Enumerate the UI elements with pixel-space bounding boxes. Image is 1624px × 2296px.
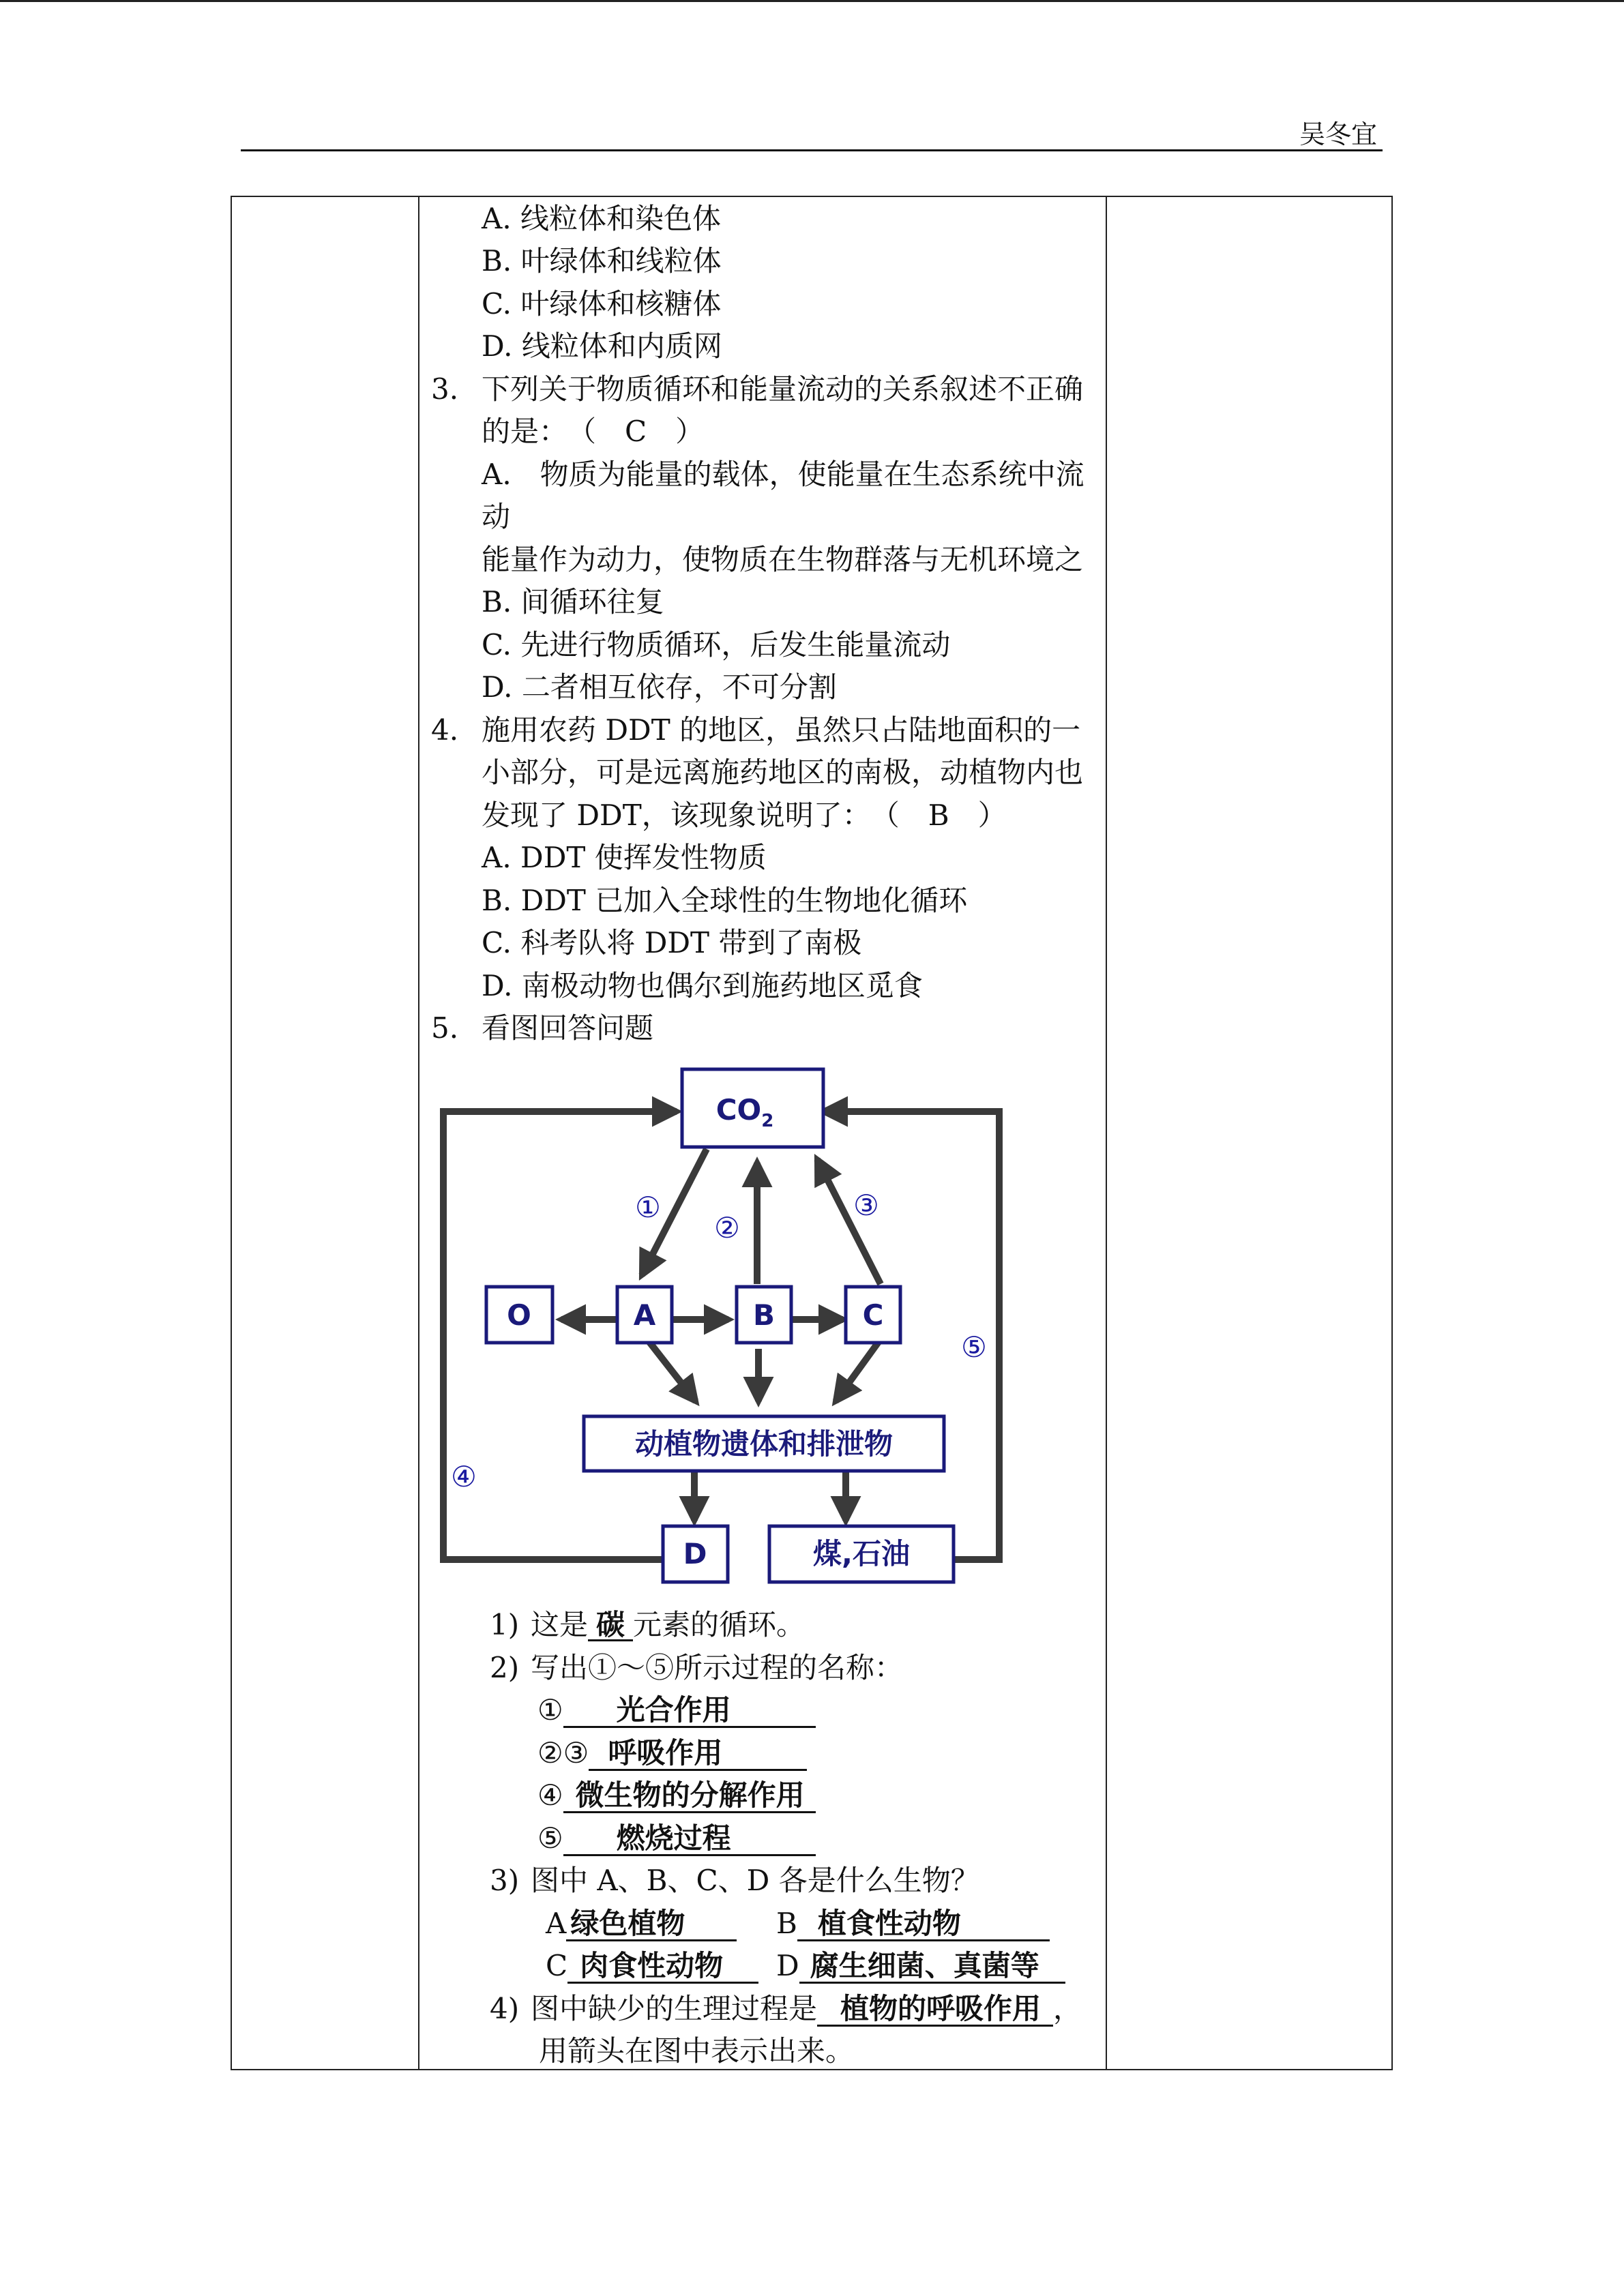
q2-option-a: A. 线粒体和染色体: [482, 202, 722, 235]
q2-option-c: C. 叶绿体和核糖体: [482, 287, 722, 320]
arrow-a-to-remains: [649, 1342, 696, 1401]
sub4-line2: 用箭头在图中表示出来。: [539, 2034, 855, 2068]
q3-stem-line1: 下列关于物质循环和能量流动的关系叙述不正确: [482, 372, 1084, 406]
sub3-label-a: A: [546, 1907, 567, 1940]
sub2-row-1-answer: 光合作用: [563, 1696, 816, 1728]
q3-option-a-line1: A. 物质为能量的载体，使能量在生态系统中流: [482, 458, 1084, 491]
q3-option-c: C. 先进行物质循环，后发生能量流动: [482, 628, 951, 661]
process-2-marker: ②: [714, 1211, 740, 1244]
node-coal-label: 煤,石油: [813, 1537, 910, 1570]
page-top-border: [0, 0, 1624, 2]
sub4-number: 4): [490, 1992, 520, 2025]
process-4-marker: ④: [451, 1460, 477, 1493]
q4-option-a: A. DDT 使挥发性物质: [482, 841, 767, 874]
node-a-label: A: [633, 1298, 656, 1332]
node-c-label: C: [862, 1298, 884, 1332]
q4-option-d: D. 南极动物也偶尔到施药地区觅食: [482, 969, 923, 1002]
sub3-label-b: B: [776, 1907, 797, 1940]
sub3-answer-d: [776, 1949, 1065, 1984]
sub1-number: 1): [490, 1608, 520, 1641]
q5-number: 5.: [431, 1011, 459, 1045]
sub2-row-1-label: ①: [537, 1693, 563, 1727]
sub3-value-b: 植食性动物: [797, 1909, 1050, 1941]
sub3-label-d: D: [776, 1949, 799, 1982]
sub3-label-c: C: [546, 1949, 568, 1982]
sub3-value-d: 腐生细菌、真菌等: [799, 1952, 1065, 1984]
sub2-row-4-answer: 燃烧过程: [563, 1824, 816, 1856]
node-b-label: B: [752, 1298, 776, 1332]
q4-stem-line3: 发现了 DDT，该现象说明了： （ B ）: [482, 799, 1007, 832]
q4-stem-line1: 施用农药 DDT 的地区，虽然只占陆地面积的一: [482, 713, 1081, 747]
sub3-number: 3): [490, 1864, 520, 1897]
process-3-marker: ③: [853, 1189, 879, 1222]
q3-option-d: D. 二者相互依存，不可分割: [482, 670, 837, 704]
table-column-divider-2: [1106, 197, 1107, 2069]
q2-option-b: B. 叶绿体和线粒体: [482, 244, 722, 278]
process-5-marker: ⑤: [961, 1330, 987, 1364]
process-1-marker: ①: [635, 1191, 661, 1224]
sub4-line1: [531, 1992, 1082, 2027]
sub2-row-4-label: ⑤: [537, 1821, 563, 1855]
sub2-row-3-answer: 微生物的分解作用: [563, 1781, 816, 1813]
node-d-label: D: [683, 1537, 707, 1570]
sub2-row-3: [537, 1778, 816, 1813]
sub2-row-4: [537, 1821, 816, 1856]
sub4-answer: 植物的呼吸作用: [817, 1995, 1053, 2027]
q5-stem: 看图回答问题: [482, 1011, 654, 1045]
carbon-cycle-diagram: [423, 1057, 1009, 1596]
sub3-answer-b: [776, 1909, 1050, 1941]
header-rule: [241, 149, 1383, 151]
sub2-text: 写出①～⑤所示过程的名称：: [531, 1651, 904, 1684]
carbon-cycle-svg: [423, 1057, 1009, 1596]
sub1-answer: 碳: [588, 1611, 633, 1641]
node-o-label: O: [507, 1298, 531, 1332]
sub2-number: 2): [490, 1651, 520, 1684]
header-author-name: 吴冬宜: [1299, 119, 1378, 149]
sub1-line: [531, 1608, 806, 1641]
q4-stem-line2: 小部分，可是远离施药地区的南极，动植物内也: [482, 756, 1084, 789]
q2-option-d: D. 线粒体和内质网: [482, 329, 722, 363]
q3-number: 3.: [431, 372, 459, 406]
sub4-suffix: ，: [1053, 1992, 1082, 2025]
q4-option-b: B. DDT 已加入全球性的生物地化循环: [482, 884, 968, 917]
sub2-row-2-label: ②③: [537, 1736, 589, 1770]
sub2-row-3-label: ④: [537, 1778, 563, 1812]
sub1-prefix: 这是: [531, 1608, 589, 1641]
q3-option-b-line2: B. 间循环往复: [482, 585, 664, 618]
q4-option-c: C. 科考队将 DDT 带到了南极: [482, 926, 862, 959]
sub4-prefix: 图中缺少的生理过程是: [531, 1992, 818, 2025]
sub3-text: 图中 A、B、C、D 各是什么生物？: [531, 1864, 979, 1897]
sub2-row-2: [537, 1736, 807, 1771]
sub2-row-2-answer: 呼吸作用: [589, 1739, 807, 1771]
sub3-answer-c: [546, 1949, 758, 1984]
q3-option-b-line1: 能量作为动力，使物质在生物群落与无机环境之: [482, 543, 1084, 576]
q3-stem-line2: 的是： （ C ）: [482, 415, 705, 448]
sub3-value-a: 绿色植物: [566, 1909, 737, 1941]
q4-number: 4.: [431, 713, 459, 747]
arrow-c-to-remains: [836, 1342, 879, 1401]
sub3-value-c: 肉食性动物: [567, 1952, 758, 1984]
sub3-answer-a: [546, 1909, 737, 1941]
node-co2-label: $CO_2$: [715, 1093, 774, 1131]
sub2-row-1: [537, 1693, 816, 1728]
sub1-suffix: 元素的循环。: [633, 1608, 806, 1641]
table-column-divider-1: [418, 197, 419, 2069]
node-remains-label: 动植物遗体和排泄物: [634, 1427, 894, 1461]
q3-option-a-line2: 动: [482, 500, 511, 533]
